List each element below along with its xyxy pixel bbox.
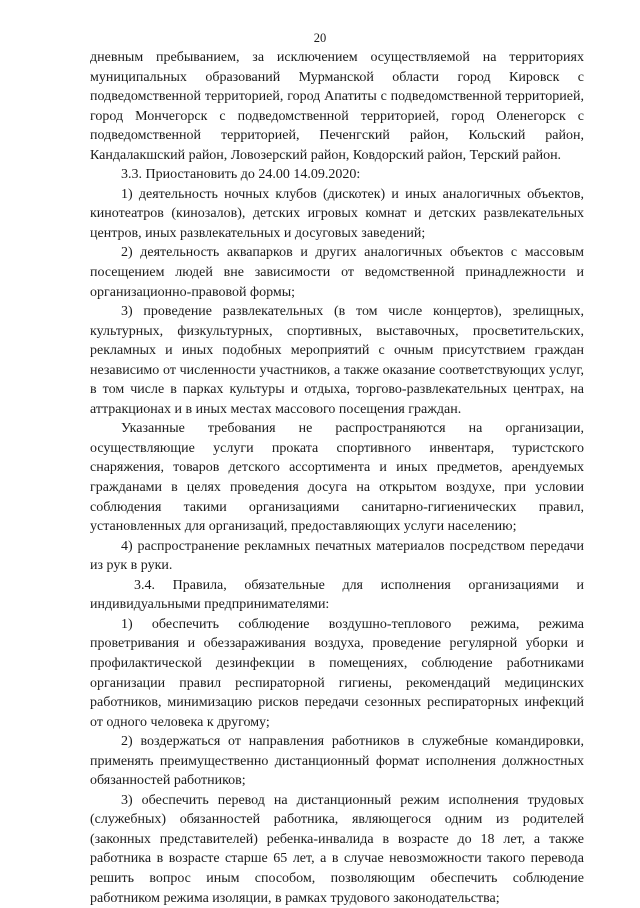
- clause-3-3-heading: 3.3. Приостановить до 24.00 14.09.2020:: [121, 167, 361, 183]
- page-number: 20: [313, 31, 327, 45]
- document-body: [90, 48, 584, 908]
- clause-3-4-heading: 3.4. Правила, обязательные для исполнения организациями и индивидуальными предпринимателями:: [90, 577, 584, 613]
- clause-3-4-item-3: 3) обеспечить перевод на дистанционный режим исполнения трудовых (служебных) обязанностей работника, являющегося одним из родителей (законных представителей) ребенка-инвалида в возрасте до 18 лет, а также работника в возрасте старше 65 лет, а в случае невозможности такого перевода решить вопрос иным способом, позволяющим обеспечить соблюдение работником режима изоляции, в рамках трудового законодательства;: [90, 792, 584, 906]
- clause-3-3-item-1: 1) деятельность ночных клубов (дискотек) и иных аналогичных объектов, кинотеатров (кинозалов), детских игровых комнат и детских развлекательных центров, иных развлекательных и досуговых заведений;: [90, 186, 584, 241]
- clause-3-3-item-4: 4) распространение рекламных печатных материалов посредством передачи из рук в руки.: [90, 538, 584, 574]
- clause-3-3-exception-note: Указанные требования не распространяются на организации, осуществляющие услуги проката спортивного инвентаря, туристского снаряжения, товаров детского ассортимента и иных предметов, арендуемых гражданами в целях проведения досуга на открытом воздухе, при условии соблюдения такими организациями санитарно-гигиенических правил, установленных для организаций, предоставляющих услуги населению;: [90, 421, 584, 535]
- clause-3-3-item-2: 2) деятельность аквапарков и других аналогичных объектов с массовым посещением людей вне зависимости от ведомственной принадлежности и организационно-правовой формы;: [90, 245, 584, 300]
- clause-3-4-item-1: 1) обеспечить соблюдение воздушно-теплового режима, режима проветривания и обеззараживания воздуха, проведение регулярной уборки и профилактической дезинфекции в помещениях, соблюдение работниками организации правил респираторной гигиены, рекомендаций медицинских работников, минимизацию рисков передачи сезонных респираторных инфекций от одного человека к другому;: [90, 616, 584, 730]
- paragraph-continuation: дневным пребыванием, за исключением осуществляемой на территориях муниципальных образований Мурманской области город Кировск с подведомственной территорией, город Апатиты с подведомственной территорией, город Мончегорск с подведомственной территорией, город Оленегорск с подведомственной территорией, Печенгский район, Кольский район, Кандалакшский район, Ловозерский район, Ковдорский район, Терский район.: [90, 50, 584, 163]
- clause-3-3-item-3: 3) проведение развлекательных (в том числе концертов), зрелищных, культурных, физкультурных, спортивных, выставочных, просветительских, рекламных и иных подобных мероприятий с очным присутствием граждан независимо от численности участников, а также оказание соответствующих услуг, в том числе в парках культуры и отдыха, торгово-развлекательных центрах, на аттракционах и в иных местах массового посещения граждан.: [90, 304, 584, 417]
- clause-3-4-item-2: 2) воздержаться от направления работников в служебные командировки, применять преимущественно дистанционный формат исполнения должностных обязанностей работников;: [90, 734, 584, 789]
